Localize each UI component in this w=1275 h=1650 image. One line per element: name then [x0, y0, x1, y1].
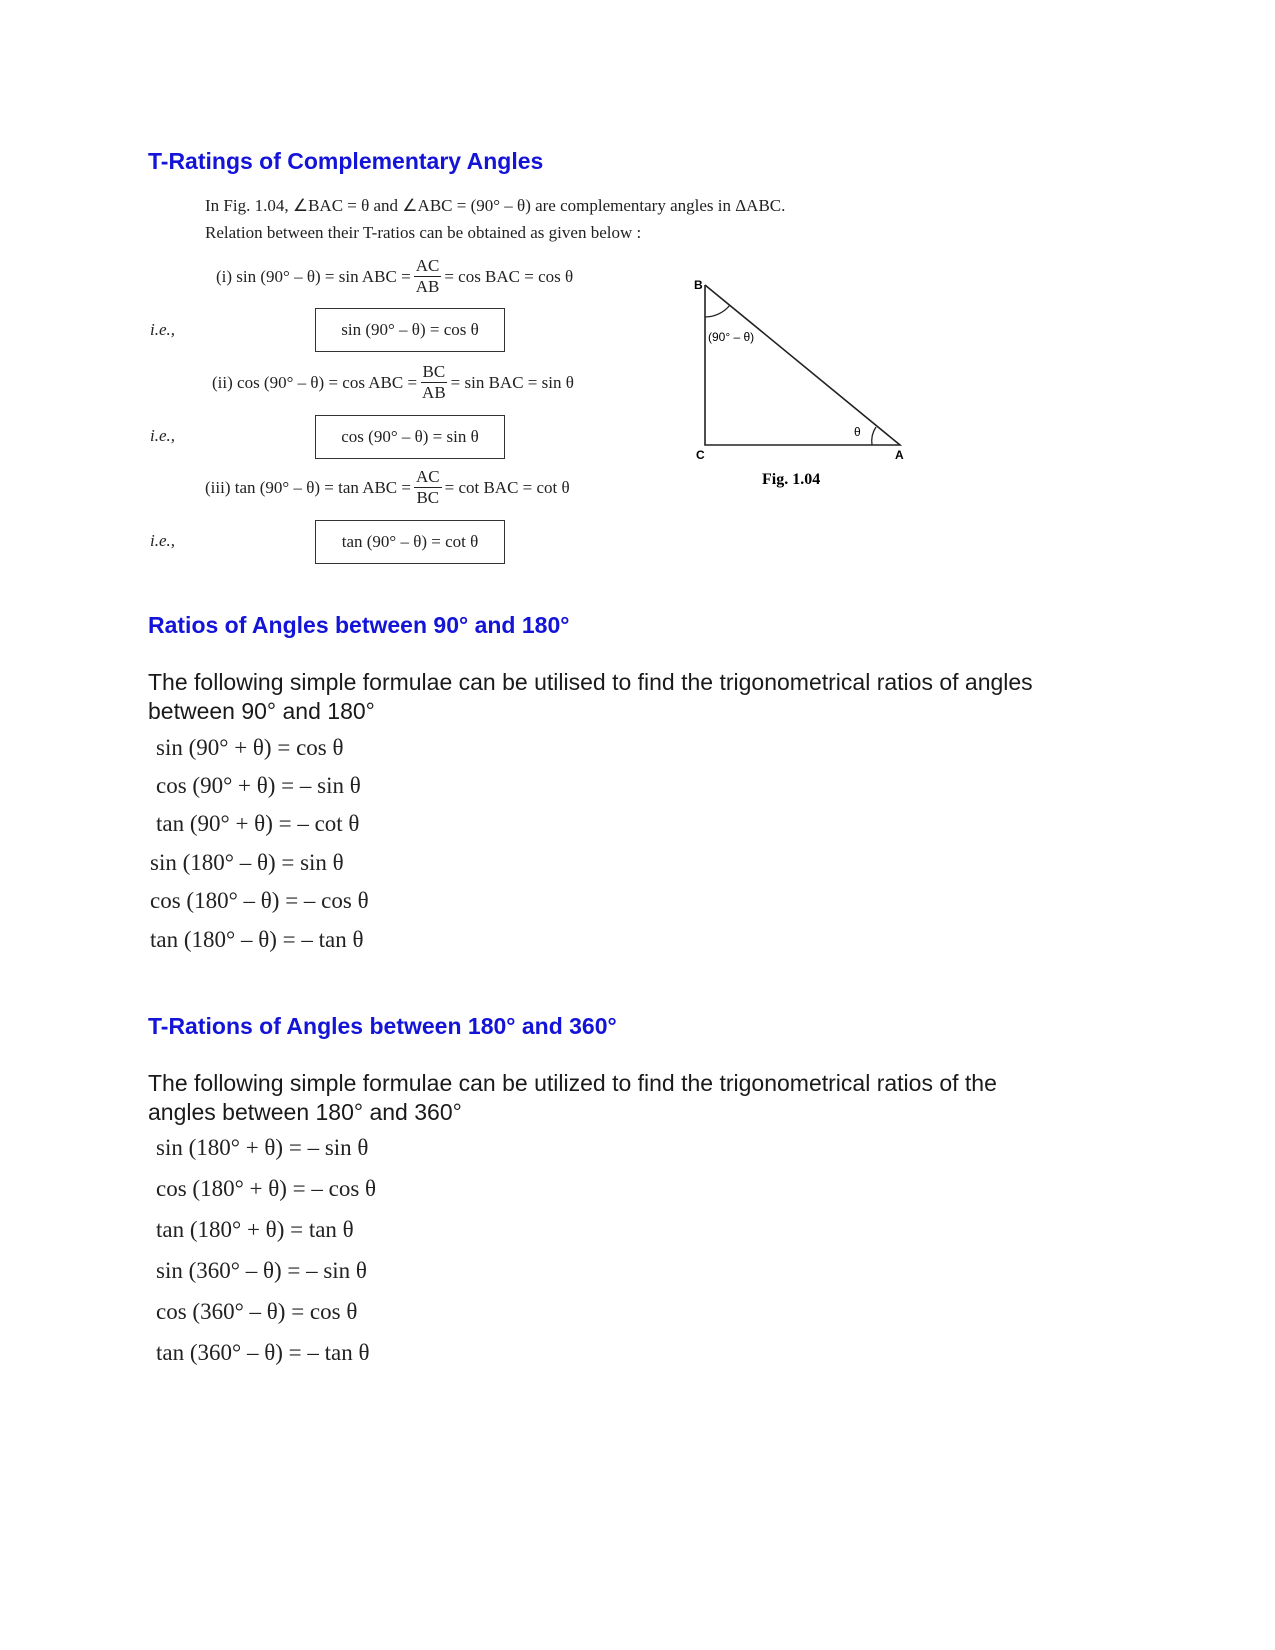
denominator: BC: [416, 488, 440, 507]
numerator: AC: [415, 467, 440, 486]
formula: tan (180° + θ) = tan θ: [156, 1217, 354, 1242]
boxed-identity: tan (90° – θ) = cot θ: [315, 520, 505, 564]
paragraph: between 90° and 180°: [148, 698, 375, 724]
vertex-c-label: C: [696, 448, 705, 462]
relation-rhs: = cot BAC = cot θ: [444, 477, 570, 497]
ie-label: i.e.,: [150, 531, 176, 550]
relation-rhs: = sin BAC = sin θ: [450, 372, 574, 392]
vertex-a-label: A: [895, 448, 904, 462]
formula: sin (180° + θ) = – sin θ: [156, 1135, 369, 1160]
formula: sin (360° – θ) = – sin θ: [156, 1258, 367, 1283]
intro-text: In Fig. 1.04, ∠BAC = θ and ∠ABC = (90° – θ) are complementary angles in ΔABC.: [205, 196, 786, 215]
vertex-b-label: B: [694, 278, 703, 292]
formula: sin (90° + θ) = cos θ: [156, 735, 344, 760]
formula: cos (90° + θ) = – sin θ: [156, 773, 361, 798]
formula: cos (360° – θ) = cos θ: [156, 1299, 358, 1324]
intro-text: Relation between their T-ratios can be obtained as given below :: [205, 223, 642, 242]
relation-lhs: (i) sin (90° – θ) = sin ABC =: [216, 266, 411, 286]
fraction: [420, 362, 448, 403]
paragraph: The following simple formulae can be utilized to find the trigonometrical ratios of the: [148, 1070, 997, 1096]
boxed-identity: sin (90° – θ) = cos θ: [315, 308, 505, 352]
fraction: [414, 256, 442, 297]
relation-sin: [216, 256, 573, 297]
section-heading-180-360: T-Rations of Angles between 180° and 360°: [148, 1013, 617, 1039]
ie-label: i.e.,: [150, 320, 176, 339]
relation-rhs: = cos BAC = cos θ: [444, 266, 574, 286]
figure-caption: Fig. 1.04: [762, 471, 821, 488]
numerator: BC: [422, 362, 446, 381]
boxed-identity: cos (90° – θ) = sin θ: [315, 415, 505, 459]
formula: tan (360° – θ) = – tan θ: [156, 1340, 370, 1365]
angle-b-arc: [705, 305, 730, 317]
paragraph: angles between 180° and 360°: [148, 1099, 462, 1125]
formula: cos (180° + θ) = – cos θ: [156, 1176, 377, 1201]
ie-label: i.e.,: [150, 426, 176, 445]
relation-tan: [205, 467, 570, 508]
triangle-abc: [705, 285, 900, 445]
formula: sin (180° – θ) = sin θ: [150, 850, 344, 875]
triangle-figure: [680, 270, 930, 470]
section-heading-90-180: Ratios of Angles between 90° and 180°: [148, 612, 570, 638]
fraction: [414, 467, 442, 508]
formula: tan (90° + θ) = – cot θ: [156, 811, 360, 836]
angle-a-arc: [872, 427, 876, 445]
denominator: AB: [422, 383, 446, 402]
denominator: AB: [415, 277, 440, 296]
relation-cos: [212, 362, 574, 403]
paragraph: The following simple formulae can be utilised to find the trigonometrical ratios of angles: [148, 669, 1033, 695]
formula: cos (180° – θ) = – cos θ: [150, 888, 369, 913]
formula: tan (180° – θ) = – tan θ: [150, 927, 364, 952]
angle-b-label: (90° – θ): [708, 330, 755, 344]
angle-a-label: θ: [854, 425, 861, 439]
numerator: AC: [415, 256, 440, 275]
relation-lhs: (ii) cos (90° – θ) = cos ABC =: [212, 372, 418, 392]
section-heading-complementary: T-Ratings of Complementary Angles: [148, 148, 544, 174]
relation-lhs: (iii) tan (90° – θ) = tan ABC =: [205, 477, 411, 497]
